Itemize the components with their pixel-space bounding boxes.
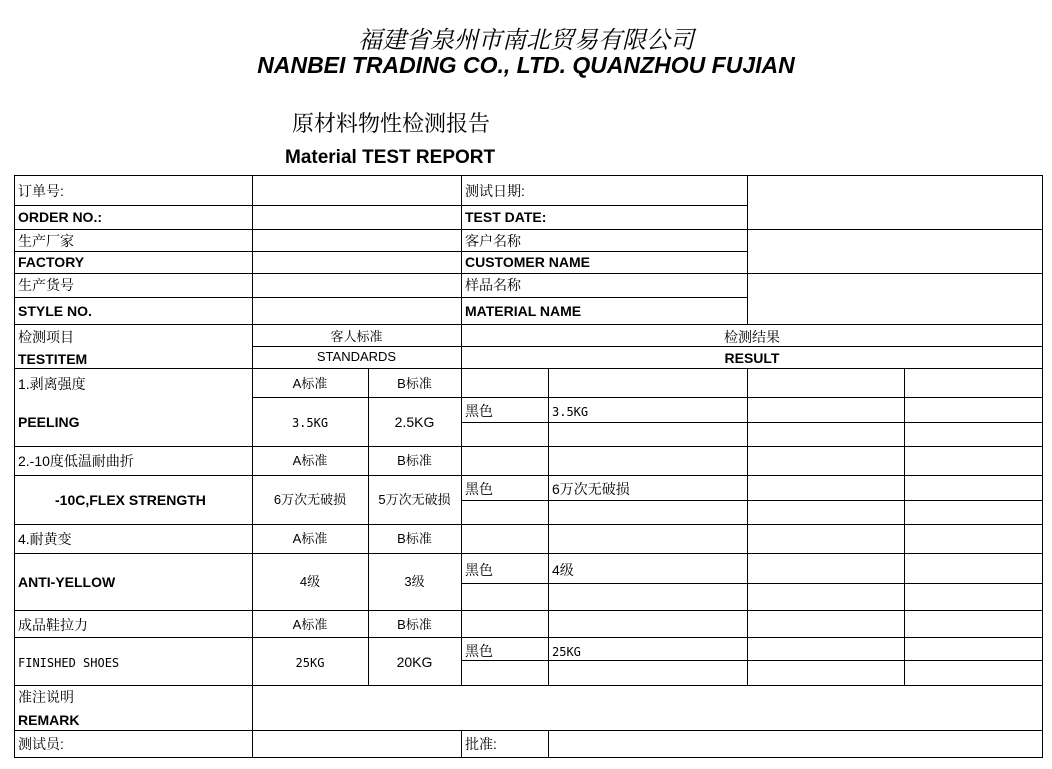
item-header-cn: 检测项目: [18, 329, 74, 345]
standard-header-cn: 客人标准: [330, 329, 383, 344]
standard-a-value: 25KG: [295, 656, 325, 670]
result-color: 黑色: [465, 643, 493, 659]
order-label-en: ORDER NO.:: [18, 209, 102, 225]
standard-b-value: 20KG: [396, 654, 433, 670]
table-border: [14, 297, 748, 298]
result-value: 4级: [552, 562, 574, 578]
test-name-en: FINISHED SHOES: [18, 656, 120, 670]
standard-a-label: A标准: [292, 617, 328, 632]
report-title-en: Material TEST REPORT: [285, 147, 496, 168]
test-date-label-en: TEST DATE:: [465, 209, 547, 225]
result-value: 3.5KG: [552, 405, 589, 419]
table-border: [747, 175, 748, 324]
company-name-en: NANBEI TRADING CO., LTD. QUANZHOU FUJIAN: [257, 52, 795, 78]
tester-label: 测试员:: [18, 736, 64, 752]
table-border: [14, 205, 748, 206]
factory-label-en: FACTORY: [18, 254, 85, 270]
test-date-label-cn: 测试日期:: [465, 183, 525, 199]
table-border: [14, 685, 1043, 686]
company-name-cn: 福建省泉州市南北贸易有限公司: [358, 26, 694, 54]
test-name-cn: 2.-10度低温耐曲折: [18, 453, 134, 469]
table-border: [14, 324, 1043, 325]
material-label-en: MATERIAL NAME: [465, 303, 582, 319]
table-border: [14, 637, 1043, 638]
standard-a-value: 3.5KG: [291, 416, 329, 430]
standard-b-value: 5万次无破损: [378, 492, 451, 507]
table-border: [14, 757, 1043, 758]
standard-header-en: STANDARDS: [316, 349, 397, 364]
order-label-cn: 订单号:: [18, 183, 64, 199]
style-label-cn: 生产货号: [18, 277, 74, 293]
result-value: 25KG: [552, 645, 581, 659]
table-border: [14, 175, 15, 757]
table-border: [252, 397, 1043, 398]
result-color: 黑色: [465, 562, 493, 578]
table-border: [14, 251, 748, 252]
table-border: [461, 175, 462, 686]
table-border: [747, 368, 748, 686]
customer-label-en: CUSTOMER NAME: [465, 254, 590, 270]
standard-b-label: B标准: [397, 531, 432, 546]
result-color: 黑色: [465, 403, 493, 419]
item-header-en: TESTITEM: [18, 351, 88, 367]
table-border: [548, 730, 549, 757]
test-name-en: PEELING: [18, 414, 80, 430]
table-border: [14, 475, 1043, 476]
remark-label-cn: 准注说明: [18, 689, 74, 705]
test-name-cn: 4.耐黄变: [18, 531, 72, 547]
result-value: 6万次无破损: [552, 481, 630, 497]
table-border: [1042, 175, 1043, 757]
table-border: [14, 229, 1043, 230]
test-name-en: ANTI-YELLOW: [18, 574, 116, 590]
approver-label: 批准:: [465, 736, 497, 752]
table-border: [14, 524, 1043, 525]
table-border: [548, 368, 549, 686]
customer-label-cn: 客户名称: [465, 233, 521, 249]
table-border: [14, 368, 1043, 369]
result-header-en: RESULT: [724, 350, 780, 366]
test-name-en: -10C,FLEX STRENGTH: [55, 492, 206, 508]
standard-a-label: A标准: [292, 376, 328, 391]
standard-b-label: B标准: [397, 453, 432, 468]
material-label-cn: 样品名称: [465, 277, 521, 293]
table-border: [904, 368, 905, 686]
standard-a-value: 4级: [299, 574, 321, 589]
result-color: 黑色: [465, 481, 493, 497]
test-name-cn: 1.剥离强度: [18, 376, 86, 392]
remark-label-en: REMARK: [18, 712, 80, 728]
standard-b-value: 3级: [404, 574, 425, 589]
table-border: [14, 446, 1043, 447]
standard-b-label: B标准: [397, 376, 432, 391]
test-name-cn: 成品鞋拉力: [18, 617, 88, 633]
standard-b-value: 2.5KG: [394, 414, 435, 430]
table-border: [461, 730, 462, 757]
standard-a-label: A标准: [292, 531, 328, 546]
table-border: [14, 175, 1043, 176]
result-header-cn: 检测结果: [724, 329, 780, 345]
table-border: [14, 730, 1043, 731]
standard-a-value: 6万次无破损: [273, 492, 347, 507]
table-border: [14, 553, 1043, 554]
factory-label-cn: 生产厂家: [18, 233, 74, 249]
table-border: [14, 273, 1043, 274]
table-border: [252, 346, 1043, 347]
report-title-cn: 原材料物性检测报告: [292, 112, 491, 137]
table-border: [14, 610, 1043, 611]
standard-b-label: B标准: [397, 617, 432, 632]
standard-a-label: A标准: [292, 453, 328, 468]
style-label-en: STYLE NO.: [18, 303, 92, 319]
